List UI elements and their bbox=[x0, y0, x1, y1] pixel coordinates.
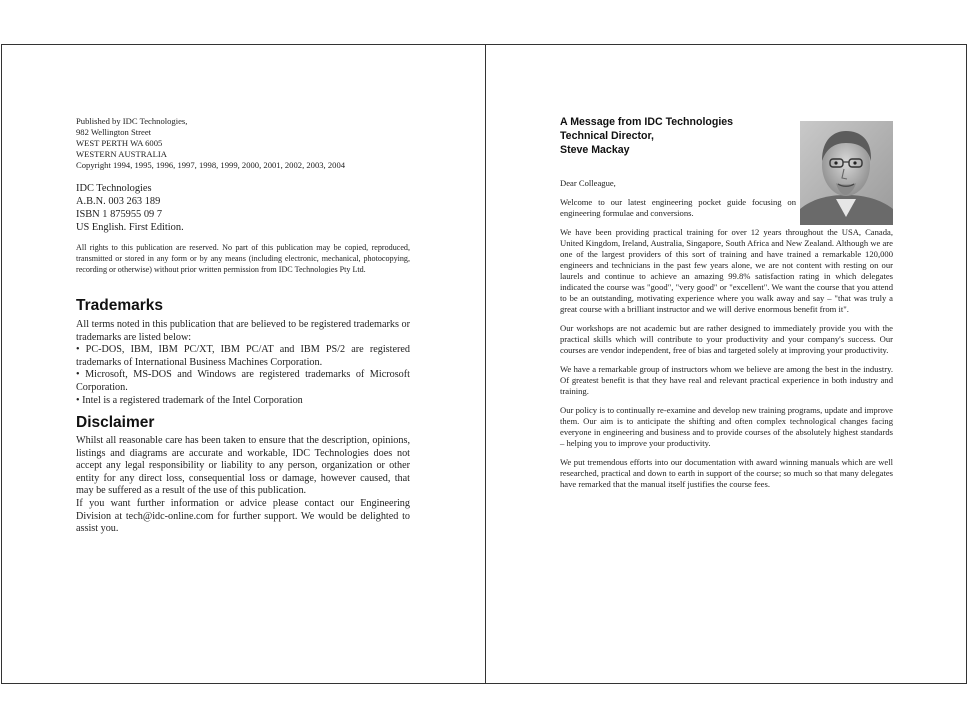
publisher-line: WEST PERTH WA 6005 bbox=[76, 138, 163, 148]
message-title-line: Technical Director, bbox=[560, 130, 655, 142]
rights-notice: All rights to this publication are reserved. No part of this publication may be copied, reproduced, transmitted or stored in any form or by any means (including electronic, mechanical, photocopying, recording or otherwise) without prior written permission from IDC Technologies Pty Ltd. bbox=[76, 243, 410, 274]
letter-paragraph: We have been providing practical training for over 12 years throughout the USA, Canada, United Kingdom, Ireland, Australia, Singapore, South Africa and New Zealand. Although we are one of the largest providers of this sort of training and have trained a remarkable 120,000 engineers and technicians in the past few years alone, we are not content with resting on our laurels and continue to achieve an amazing 99.8% satisfaction rating in which delegates indicated the course was "good", "very good" or "excellent". We want the course that you attend to be an outstanding, motivating experience where you walk away and say – "that was truly a great course with a brilliant instructor and we will derive enormous benefit from it". bbox=[560, 227, 893, 314]
company-line: US English. First Edition. bbox=[76, 222, 184, 234]
message-title-line: A Message from IDC Technologies bbox=[560, 116, 734, 128]
disclaimer-paragraph: Whilst all reasonable care has been taken to ensure that the description, opinions, listings and diagrams are accurate and workable, IDC Technologies does not accept any legal responsibility or liability to any person, organization or other entity for any direct loss, consequential loss or damage, however caused, that may be suffered as a result of the use of this publication. bbox=[76, 435, 410, 497]
message-author: Steve Mackay bbox=[560, 144, 630, 156]
trademarks-body bbox=[76, 319, 410, 407]
company-line: IDC Technologies bbox=[76, 183, 152, 194]
trademarks-heading: Trademarks bbox=[76, 297, 164, 314]
disclaimer-heading: Disclaimer bbox=[76, 414, 155, 431]
publisher-line: WESTERN AUSTRALIA bbox=[76, 149, 167, 159]
message-title bbox=[560, 115, 800, 157]
letter-paragraph: Our policy is to continually re-examine and develop new training programs, update and improve them. Our aim is to anticipate the shifting and often complex technological changes facing everyone in engineering and business and to provide courses of the absolutely highest standards – helping you to improve your productivity. bbox=[560, 405, 893, 448]
trademarks-paragraph: • Intel is a registered trademark of the Intel Corporation bbox=[76, 394, 303, 406]
disclaimer-body bbox=[76, 435, 410, 536]
trademarks-paragraph: • Microsoft, MS-DOS and Windows are registered trademarks of Microsoft Corporation. bbox=[76, 369, 410, 393]
disclaimer-paragraph: If you want further information or advice please contact our Engineering Division at tech@idc-online.com for further support. We would be delighted to assist you. bbox=[76, 497, 410, 535]
company-line: ISBN 1 875955 09 7 bbox=[76, 209, 163, 221]
publisher-block bbox=[76, 116, 416, 171]
publisher-line: Published by IDC Technologies, bbox=[76, 116, 188, 126]
letter-body bbox=[560, 178, 893, 498]
letter-paragraph: We put tremendous efforts into our documentation with award winning manuals which are well researched, practical and down to earth in support of the course; so much so that many delegates have remarked that the manual itself justifies the course fees. bbox=[560, 457, 893, 489]
company-block bbox=[76, 182, 416, 234]
company-line: A.B.N. 003 263 189 bbox=[76, 196, 161, 208]
trademarks-paragraph: All terms noted in this publication that are believed to be registered trademarks or trademarks are listed below: bbox=[76, 319, 410, 343]
intro-paragraph: Welcome to our latest engineering pocket guide focusing on engineering formulae and conversions. bbox=[560, 197, 796, 218]
letter-paragraph: We have a remarkable group of instructors whom we believe are among the best in the industry. Of greatest benefit is that they have real and relevant practical experience in both industry and training. bbox=[560, 364, 893, 396]
letter-paragraph: Our workshops are not academic but are rather designed to immediately provide you with the practical skills which will contribute to your productivity and your company's success. Our courses are vendor independent, free of bias and targeted solely at improving your productivity. bbox=[560, 323, 893, 355]
publisher-line: 982 Wellington Street bbox=[76, 127, 152, 137]
right-page bbox=[485, 44, 967, 684]
salutation: Dear Colleague, bbox=[560, 178, 616, 188]
copyright-line: Copyright 1994, 1995, 1996, 1997, 1998, 1999, 2000, 2001, 2002, 2003, 2004 bbox=[76, 160, 346, 170]
trademarks-paragraph: • PC-DOS, IBM, IBM PC/XT, IBM PC/AT and IBM PS/2 are registered trademarks of International Business Machines Corporation. bbox=[76, 344, 410, 368]
left-page bbox=[1, 44, 486, 684]
